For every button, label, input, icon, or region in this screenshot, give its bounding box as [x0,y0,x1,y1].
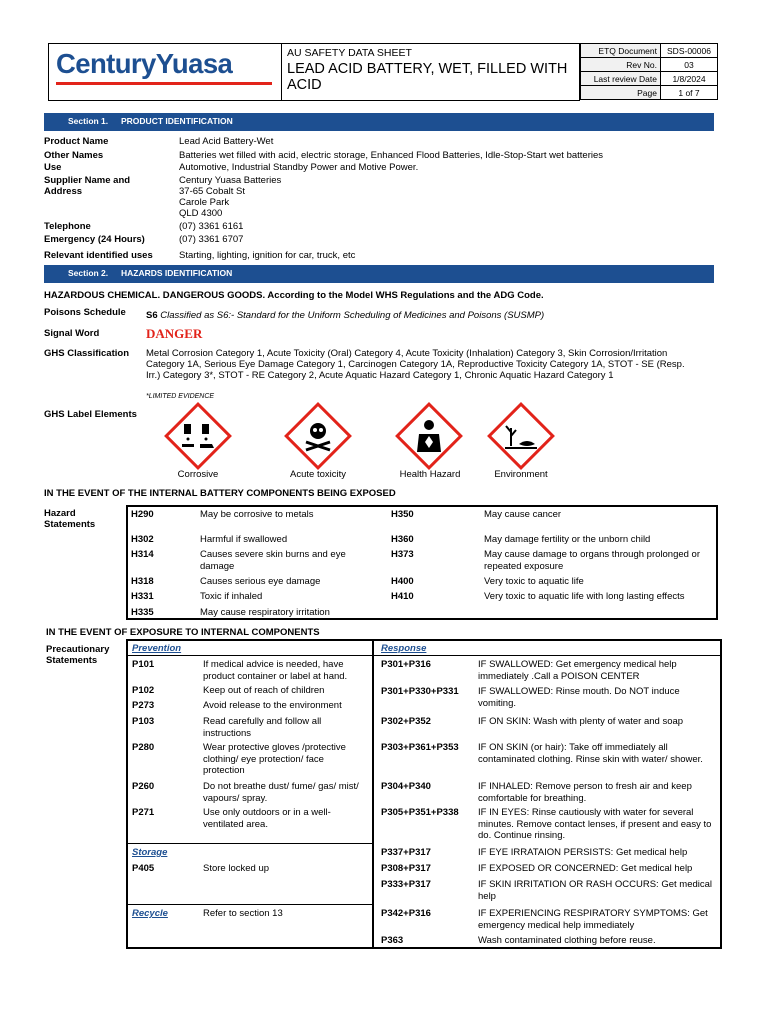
precaution-text: IF SKIN IRRITATION OR RASH OCCURS: Get medical help [478,879,713,902]
section-2-bar [44,265,714,283]
signal-word-label: Signal Word [44,328,100,339]
hazard-statements-label: Hazard [44,508,76,519]
corrosive-icon [178,416,218,456]
precaution-code: P102 [132,685,155,696]
meta-row [581,86,718,100]
signal-word: DANGER [146,326,203,341]
meta-value: 1 of 7 [661,86,718,100]
document-title: LEAD ACID BATTERY, WET, FILLED WITH ACID [287,61,568,93]
precaution-code: P304+P340 [381,781,431,792]
precaution-text: IF EXPERIENCING RESPIRATORY SYMPTOMS: Get emergency medical help immediately [478,908,708,931]
column-rule [128,843,372,844]
hazard-text: May damage fertility or the unborn child [484,534,651,545]
precaution-code: P302+P352 [381,716,431,727]
precaution-text: Wash contaminated clothing before reuse. [478,935,656,946]
ghs-note: *LIMITED EVIDENCE [146,393,215,400]
hazard-text: May cause damage to organs through prolonged or repeated exposure [484,549,700,572]
hazard-text: Very toxic to aquatic life [484,576,584,587]
hazard-text: Causes serious eye damage [200,576,321,587]
hazard-statements-label-2: Statements [44,519,96,530]
meta-row [581,44,718,58]
hazard-intro: HAZARDOUS CHEMICAL. DANGEROUS GOODS. According to the Model WHS Regulations and the ADG Code. [44,290,544,301]
poisons-value [146,310,544,321]
address-line: QLD 4300 [179,208,223,219]
meta-value: SDS-00006 [661,44,718,58]
logo-text: CenturyYuasa [56,48,233,79]
pictogram-caption: Acute toxicity [290,469,346,480]
hazard-text: Toxic if inhaled [200,591,263,602]
document-meta-table [580,43,718,100]
section-number: Section 1. [68,116,109,126]
section-1-bar [44,113,714,131]
address-line: Carole Park [179,197,230,208]
meta-value: 1/8/2024 [661,72,718,86]
precaution-code: P337+P317 [381,847,431,858]
use-label: Use [44,162,62,173]
hazard-code: H290 [131,509,154,520]
precaution-code: P103 [132,716,155,727]
pictogram-caption: Health Hazard [399,469,461,480]
ghs-label-elements-label: GHS Label Elements [44,409,137,420]
column-rule [128,904,372,905]
environment-icon [501,416,541,456]
precaution-text: IF ON SKIN (or hair): Take off immediately all contaminated clothing. Rinse skin with water/ shower. [478,742,703,765]
pictogram-caption: Environment [494,469,548,480]
precaution-text: IF SWALLOWED: Rinse mouth. Do NOT induce vomiting. [478,686,680,709]
hazard-code: H360 [391,534,414,545]
precaution-code: P301+P316 [381,659,431,670]
emergency-label: Emergency (24 Hours) [44,234,145,245]
precaution-code: P273 [132,700,155,711]
precaution-code: P271 [132,807,155,818]
precaution-text: Avoid release to the environment [203,700,342,711]
hazard-text: Very toxic to aquatic life with long lasting effects [484,591,685,602]
precautionary-label: Precautionary [46,644,110,655]
precaution-code: P308+P317 [381,863,431,874]
prevention-heading: Prevention [132,643,182,654]
hazard-text: May cause cancer [484,509,562,520]
hazard-text: May be corrosive to metals [200,509,314,520]
meta-row [581,72,718,86]
document-type: AU SAFETY DATA SHEET [287,47,412,59]
hazard-text: May cause respiratory irritation [200,607,330,618]
precaution-code: P333+P317 [381,879,431,890]
supplier-label-address: Address [44,186,83,197]
hazard-code: H302 [131,534,154,545]
precaution-text: IF ON SKIN: Wash with plenty of water and soap [478,716,684,727]
precaution-text: Do not breathe dust/ fume/ gas/ mist/ vapours/ spray. [203,781,359,804]
hazard-code: H335 [131,607,154,618]
column-divider [372,641,374,947]
hazard-code: H410 [391,591,414,602]
ghs-classification-label: GHS Classification [44,348,129,359]
precaution-code: P301+P330+P331 [381,686,459,697]
health-hazard-icon [409,416,449,456]
meta-row [581,58,718,72]
precaution-code: P260 [132,781,155,792]
hazard-code: H400 [391,576,414,587]
recycle-text: Refer to section 13 [203,908,283,919]
exposure-heading: IN THE EVENT OF EXPOSURE TO INTERNAL COMPONENTS [46,627,320,638]
telephone-label: Telephone [44,221,91,232]
precaution-text: Read carefully and follow all instructions [203,716,322,739]
storage-heading: Storage [132,847,168,858]
health-hazard-pictogram [395,402,463,470]
precaution-code: P303+P361+P353 [381,742,459,753]
hazard-text: Harmful if swallowed [200,534,288,545]
company-logo [56,48,232,80]
precaution-text: Keep out of reach of children [203,685,325,696]
poisons-label: Poisons Schedule [44,307,126,318]
other-names-label: Other Names [44,150,104,161]
meta-label: Rev No. [581,58,661,72]
precaution-code: P280 [132,742,155,753]
precaution-code: P363 [381,935,404,946]
precaution-text: IF INHALED: Remove person to fresh air and keep comfortable for breathing. [478,781,692,804]
column-rule [374,655,720,656]
meta-label: Page [581,86,661,100]
section-title: HAZARDS IDENTIFICATION [121,268,233,278]
supplier-label: Supplier Name and [44,175,131,186]
precaution-text: Use only outdoors or in a well-ventilated area. [203,807,331,830]
precaution-text: Store locked up [203,863,270,874]
product-name-value: Lead Acid Battery-Wet [179,136,274,147]
uses-value: Starting, lighting, ignition for car, truck, etc [179,250,356,261]
recycle-heading: Recycle [132,908,168,919]
precaution-text: Wear protective gloves /protective clothing/ eye protection/ face protection [203,742,346,776]
hazard-code: H350 [391,509,414,520]
precaution-code: P305+P351+P338 [381,807,459,818]
supplier-name: Century Yuasa Batteries [179,175,282,186]
precautionary-label-2: Statements [46,655,98,666]
precaution-text: IF EXPOSED OR CONCERNED: Get medical help [478,863,693,874]
hazard-code: H318 [131,576,154,587]
hazard-text: Causes severe skin burns and eye damage [200,549,346,572]
telephone-value: (07) 3361 6161 [179,221,244,232]
precaution-code: P342+P316 [381,908,431,919]
precaution-code: P405 [132,863,155,874]
precaution-text: IF IN EYES: Rinse cautiously with water for several minutes. Remove contact lenses, if present and easy to do. Continue rinsing. [478,807,712,841]
precaution-text: If medical advice is needed, have product container or label at hand. [203,659,348,682]
meta-label: ETQ Document [581,44,661,58]
poisons-text: Classified as S6:- Standard for the Uniform Scheduling of Medicines and Poisons (SUSMP) [160,310,545,321]
emergency-value: (07) 3361 6707 [179,234,244,245]
meta-value: 03 [661,58,718,72]
precaution-text: IF EYE IRRATAION PERSISTS: Get medical help [478,847,688,858]
environment-pictogram [487,402,555,470]
address-line: 37-65 Cobalt St [179,186,246,197]
exposed-heading: IN THE EVENT OF THE INTERNAL BATTERY COMPONENTS BEING EXPOSED [44,488,396,499]
hazard-code: H331 [131,591,154,602]
section-title: PRODUCT IDENTIFICATION [121,116,233,126]
meta-label: Last review Date [581,72,661,86]
column-rule [128,655,372,656]
other-names-value: Batteries wet filled with acid, electric storage, Enhanced Flood Batteries, Idle-Stop-Start wet batteries [179,150,604,161]
uses-label: Relevant identified uses [44,250,153,261]
ghs-classification-text: Metal Corrosion Category 1, Acute Toxicity (Oral) Category 4, Acute Toxicity (Inhalation) Category 3, Skin Corrosion/Irritation Category 1A, Serious Eye Damage Category 1, Carcinogen Category 1A, Reproductive Toxicity Category 1A, STOT - SE (Resp. Irr.) Category 3*, STOT - RE Category 2, Acute Aquatic Hazard Category 1, Chronic Aquatic Hazard Category 1 [146,348,685,381]
response-heading: Response [381,643,427,654]
logo-swoosh [56,82,272,85]
product-name-label: Product Name [44,136,109,147]
use-value: Automotive, Industrial Standby Power and Motive Power. [179,162,419,173]
acute-toxicity-pictogram [284,402,352,470]
precaution-text: IF SWALLOWED: Get emergency medical help immediately .Call a POISON CENTER [478,659,677,682]
poisons-code: S6 [146,310,158,321]
section-number: Section 2. [68,268,109,278]
skull-crossbones-icon [298,416,338,456]
corrosive-pictogram [164,402,232,470]
precaution-code: P101 [132,659,155,670]
hazard-code: H314 [131,549,154,560]
pictogram-caption: Corrosive [177,469,219,480]
hazard-code: H373 [391,549,414,560]
